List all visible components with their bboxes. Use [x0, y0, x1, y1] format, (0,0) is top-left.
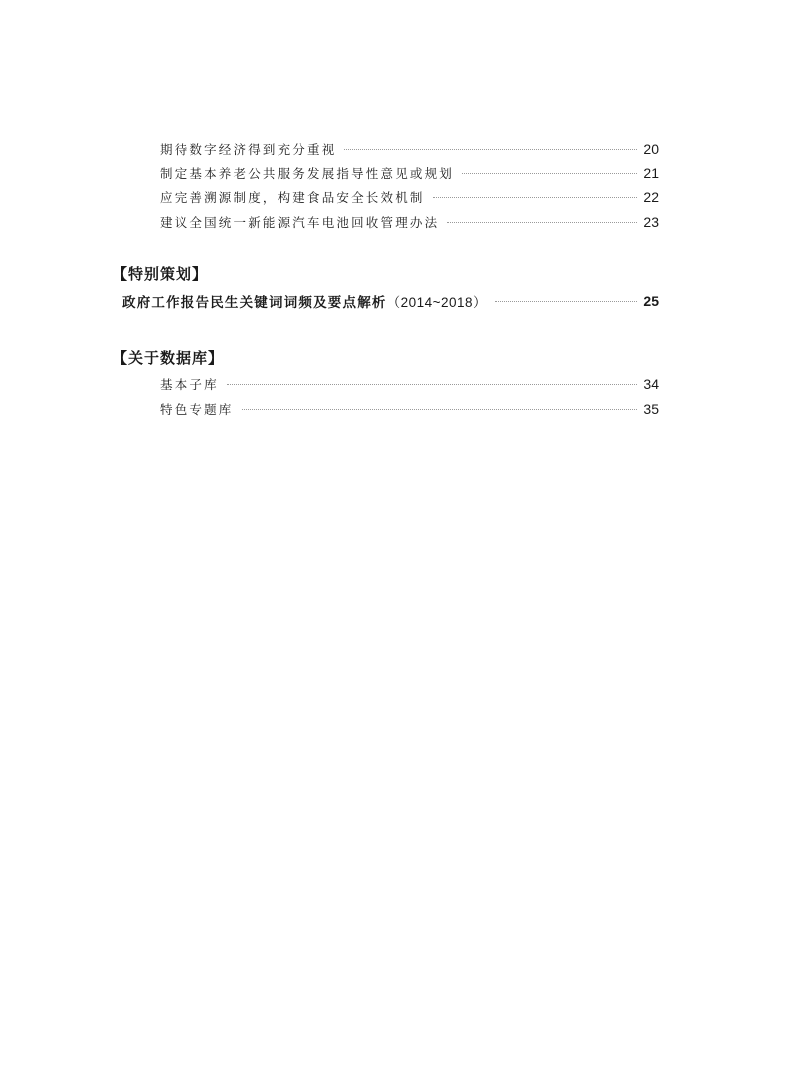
toc-entry-title: 期待数字经济得到充分重视 — [160, 142, 337, 157]
dot-leader — [447, 222, 637, 223]
section-heading-special: 【特别策划】 — [112, 265, 209, 283]
toc-entry-title — [122, 291, 487, 311]
toc-entry-page: 21 — [643, 165, 659, 181]
dot-leader — [433, 197, 638, 198]
dot-leader — [495, 301, 637, 302]
toc-entry-page: 23 — [643, 214, 659, 230]
toc-entry[interactable] — [160, 186, 659, 208]
toc-entry[interactable] — [160, 373, 659, 395]
toc-entry-title: 基本子库 — [160, 377, 219, 392]
toc-entry[interactable] — [160, 138, 659, 160]
toc-entry-page: 20 — [643, 141, 659, 157]
toc-entry-page: 22 — [643, 189, 659, 205]
dot-leader — [242, 409, 638, 410]
toc-entry-years: （2014~2018） — [386, 295, 488, 310]
dot-leader — [227, 384, 638, 385]
toc-entry[interactable] — [160, 211, 659, 233]
toc-entry[interactable] — [160, 398, 659, 420]
toc-entry[interactable] — [160, 162, 659, 184]
toc-entry-title: 制定基本养老公共服务发展指导性意见或规划 — [160, 166, 455, 181]
toc-entry-page: 34 — [643, 376, 659, 392]
toc-entry-title: 建议全国统一新能源汽车电池回收管理办法 — [160, 215, 440, 230]
toc-entry-featured[interactable] — [122, 290, 659, 312]
toc-entry-title-text: 政府工作报告民生关键词词频及要点解析 — [122, 295, 387, 311]
toc-entry-title: 应完善溯源制度，构建食品安全长效机制 — [160, 190, 425, 205]
section-heading-about: 【关于数据库】 — [112, 349, 225, 367]
toc-entry-page: 35 — [643, 401, 659, 417]
toc-entry-title: 特色专题库 — [160, 402, 234, 417]
toc-entry-page: 25 — [643, 293, 659, 309]
dot-leader — [462, 173, 637, 174]
dot-leader — [344, 149, 637, 150]
